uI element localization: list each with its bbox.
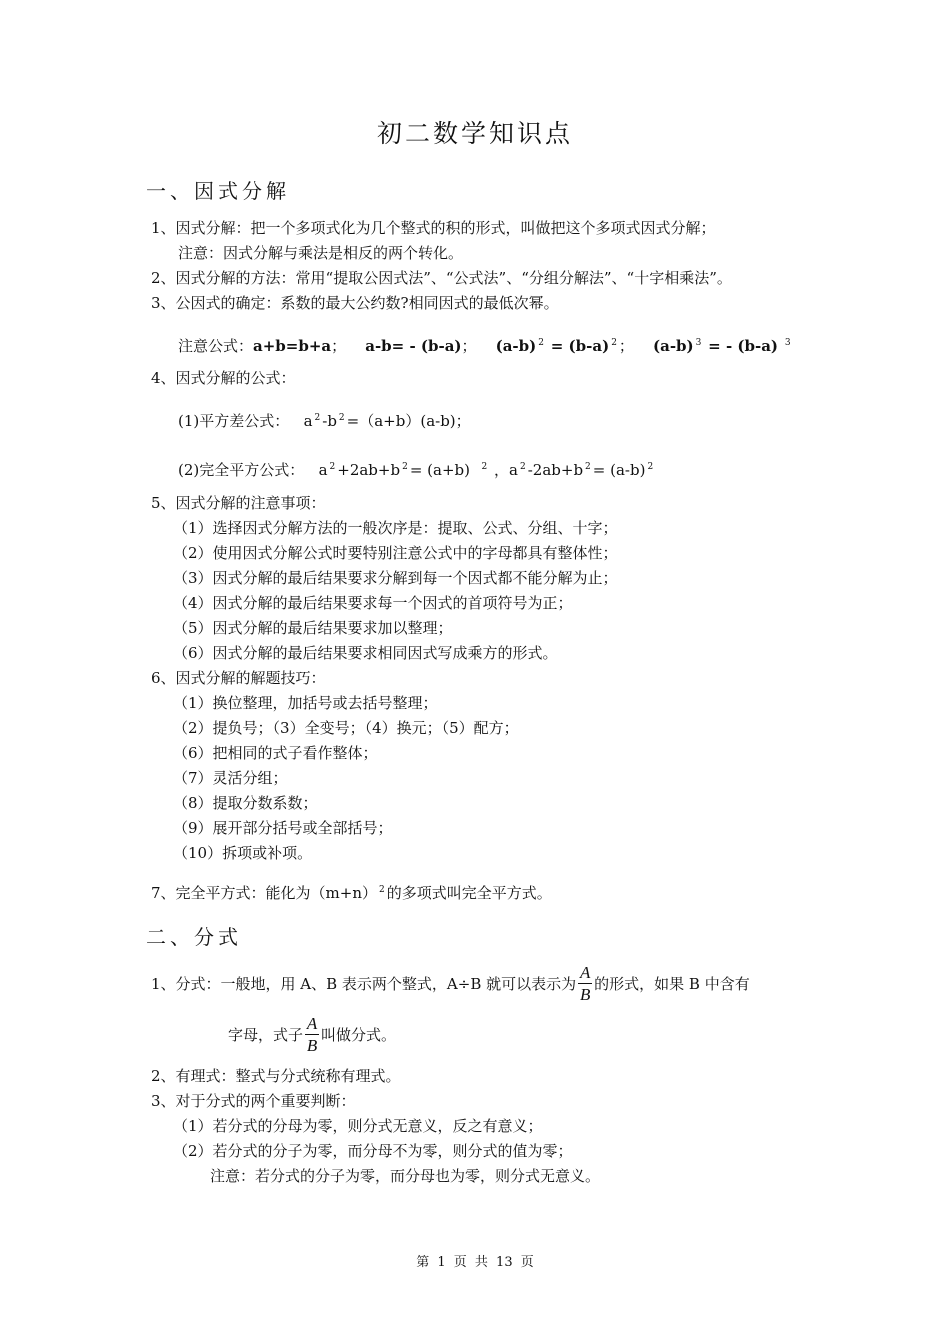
fraction-bar [578,983,592,984]
text-line: 3、公因式的确定：系数的最大公约数?相同因式的最低次幂。 [151,294,559,312]
list-item: （3）因式分解的最后结果要求分解到每一个因式都不能分解为止； [173,569,618,587]
fraction-denominator: B [579,985,591,1004]
text-line: 3、对于分式的两个重要判断： [151,1092,356,1110]
exponent: 2 [585,462,591,472]
exponent: 2 [538,338,544,348]
text-line: 1、因式分解：把一个多项式化为几个整式的积的形式，叫做把这个多项式因式分解； [151,219,716,237]
exponent: 2 [329,462,336,472]
text-line: 2、因式分解的方法：常用“提取公因式法”、“公式法”、“分组分解法”、“十字相乘法”。 [151,269,732,287]
formula-part: = (a+b) [409,461,470,479]
formula-cube-a: (a-b) [653,337,694,355]
text-line: 注意：因式分解与乘法是相反的两个转化。 [178,244,464,262]
list-item: （4）因式分解的最后结果要求每一个因式的首项符号为正； [173,594,573,612]
formula-negation: a-b= - (b-a) [365,337,462,355]
fraction-definition-continued [228,1014,396,1055]
formula-part: -b [322,412,337,430]
fraction-a-over-b [305,1014,319,1055]
fraction-numerator: A [579,963,591,982]
text-part: 叫做分式。 [321,1025,397,1044]
formula-part: a [303,412,313,430]
formula-square-b: = (b-a) [550,337,610,355]
list-item: （8）提取分数系数； [173,794,318,812]
formula-label: (1)平方差公式： [178,412,290,430]
exponent: 3 [784,338,791,348]
list-item: （5）因式分解的最后结果要求加以整理； [173,619,453,637]
difference-of-squares-formula [178,408,471,431]
fraction-denominator: B [306,1036,318,1055]
text-line: 注意：若分式的分子为零，而分母也为零，则分式无意义。 [210,1167,601,1185]
list-item: （7）灵活分组； [173,769,288,787]
list-item: （2）若分式的分子为零，而分母不为零，则分式的值为零； [173,1142,573,1160]
exponent: 2 [519,462,526,472]
text-line: 4、因式分解的公式： [151,369,296,387]
list-item: （1）若分式的分母为零，则分式无意义，反之有意义； [173,1117,543,1135]
fraction-a-over-b [578,963,592,1004]
fraction-numerator: A [306,1014,318,1033]
exponent: 2 [611,338,617,348]
formula-cube-b: = - (b-a) [708,337,779,355]
list-item: （10）拆项或补项。 [173,844,313,862]
text-part: 的形式，如果 B 中含有 [594,974,750,993]
page-footer: 第 1 页 共 13 页 [416,1255,534,1270]
formula-square-a: (a-b) [495,337,537,355]
section-heading-fractions: 二、分式 [146,925,242,949]
formula-part: a [318,461,328,479]
list-item: （9）展开部分括号或全部括号； [173,819,393,837]
exponent: 2 [481,462,488,472]
fraction-definition-line [151,963,750,1004]
section-heading-factorization: 一、因式分解 [146,179,290,203]
list-item: （1）换位整理，加括号或去括号整理； [173,694,438,712]
formula-note-line: 注意公式：a+b=b+a； a-b= - (b-a)； (a-b) $^2$ = (b-a) $^2$ ； (a-b) $^3$ = - (b-a) $^3$ [178,337,791,355]
page-title: 初二数学知识点 [376,119,573,148]
formula-label: (2)完全平方公式： [178,461,305,479]
text-line: 5、因式分解的注意事项： [151,494,326,512]
list-item: （6）因式分解的最后结果要求相同因式写成乘方的形式。 [173,644,558,662]
text-part: 7、完全平方式：能化为（m+n） [151,884,377,902]
text-part: 字母，式子 [228,1025,304,1044]
note-prefix: 注意公式： [178,337,254,355]
exponent: 3 [695,338,702,348]
formula-part: ，a [494,461,518,479]
perfect-square-formula [178,457,655,480]
exponent: 2 [402,462,408,472]
formula-commutative: a+b=b+a [253,337,332,355]
text-part: 的多项式叫完全平方式。 [386,884,552,902]
perfect-square-definition [151,880,552,903]
text-part: 1、分式：一般地，用 A、B 表示两个整式，A÷B 就可以表示为 [151,974,577,993]
list-item: （2）使用因式分解公式时要特别注意公式中的字母都具有整体性； [173,544,618,562]
formula-part: = (a-b) [592,461,646,479]
text-line: 6、因式分解的解题技巧： [151,669,326,687]
text-line: 2、有理式：整式与分式统称有理式。 [151,1067,401,1085]
exponent: 2 [338,413,345,423]
fraction-bar [305,1034,319,1035]
list-item: （1）选择因式分解方法的一般次序是：提取、公式、分组、十字； [173,519,618,537]
formula-part: -2ab+b [527,461,584,479]
list-item: （6）把相同的式子看作整体； [173,744,378,762]
list-item: （2）提负号；（3）全变号；（4）换元；（5）配方； [173,719,519,737]
exponent: 2 [314,413,321,423]
formula-part: =（a+b）(a-b)； [346,412,471,430]
formula-part: +2ab+b [337,461,401,479]
exponent: 2 [647,462,654,472]
exponent: 2 [379,885,385,895]
